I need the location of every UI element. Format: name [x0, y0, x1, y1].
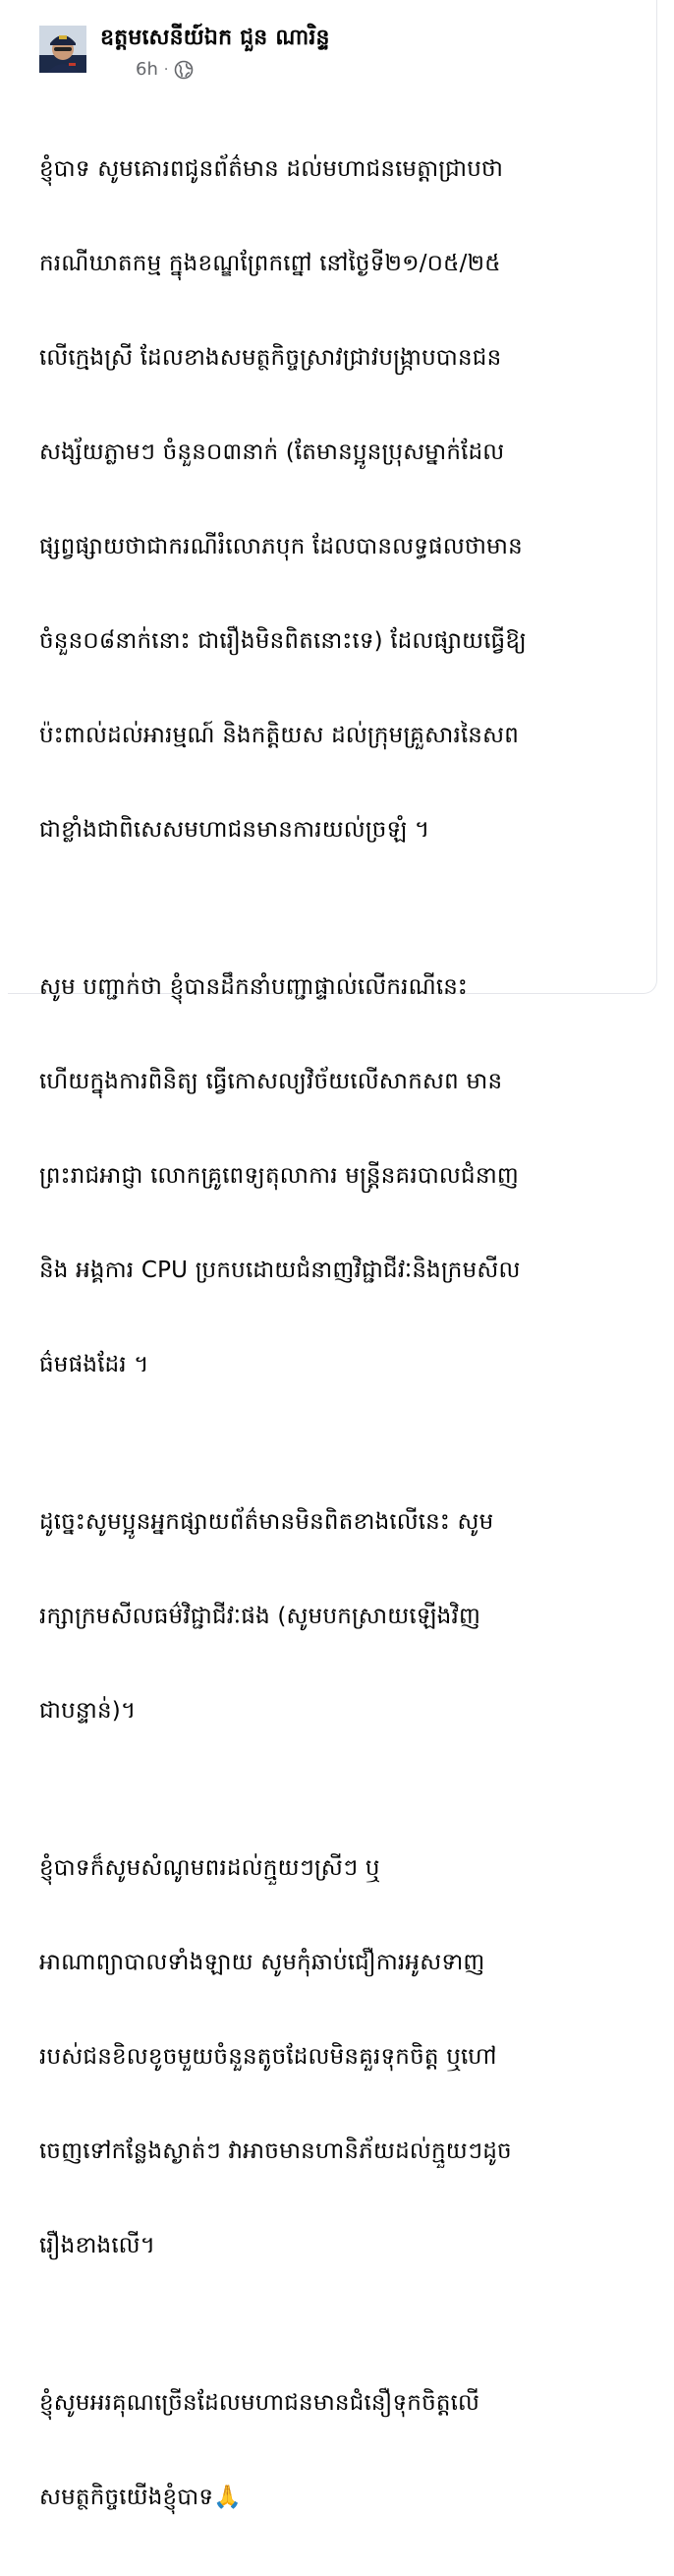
text-line: ហើយក្នុងការពិនិត្យ ធ្វើកោសល្យវិច័យលើសាកសព មាន	[39, 1069, 503, 1094]
text-line: ករណីឃាតកម្ម ក្នុងខណ្ឌព្រែកព្នៅ នៅថ្ងៃទី២១/០៥/២៥	[39, 251, 501, 276]
text-line: ខ្ញុំបាទក៏សូមសំណូមពរដល់ក្មួយៗស្រីៗ ឬ	[39, 1855, 380, 1881]
text-line: សមត្ថកិច្ចយើងខ្ញុំបាទ🙏	[39, 2485, 243, 2510]
text-line: ផ្សព្វផ្សាយថាជាករណីរំលោភបុក ដែលបានលទ្ធផលថាមាន	[39, 534, 523, 559]
meta-separator: ·	[163, 61, 169, 78]
avatar-image	[39, 26, 86, 73]
avatar[interactable]	[39, 26, 86, 73]
paragraph-3	[39, 1443, 648, 1789]
paragraph-4	[39, 1789, 648, 2324]
paragraph-2	[39, 908, 648, 1443]
text-line: ប៉ះពាល់ដល់អារម្មណ៍ និងកត្តិយស ដល់ក្រុមគ្រួសារនៃសព	[39, 723, 519, 748]
text-line: និង អង្គការ CPU ប្រកបដោយជំនាញវិជ្ជាជីវៈនិងក្រមសីល	[39, 1258, 521, 1283]
text-line: ជាបន្ទាន់)។	[39, 1698, 137, 1724]
text-line: ចំនួន០៨នាក់នោះ ជារឿងមិនពិតនោះទេ) ដែលផ្សាយធ្វើឱ្យ	[39, 628, 527, 654]
post-body	[39, 90, 648, 2576]
text-line: ដូច្នេះសូមប្អូនអ្នកផ្សាយព័ត៌មានមិនពិតខាងលើនេះ សូម	[39, 1509, 494, 1535]
text-line: សង្ស័យភ្លាមៗ ចំនួន០៣នាក់ (តែមានប្អូនប្រុសម្នាក់ដែល	[39, 439, 505, 465]
text-line: របស់ជនខិលខូចមួយចំនួនតូចដែលមិនគួរទុកចិត្ត ឬហៅ	[39, 2044, 497, 2070]
paragraph-5	[39, 2324, 648, 2576]
text-line: ជាខ្លាំងជាពិសេសមហាជនមានការយល់ច្រឡំ ។	[39, 817, 430, 843]
paragraph-1	[39, 90, 648, 908]
author-name[interactable]: ឧត្តមសេនីយ៍ឯក ជួន ណារិន្ទ	[100, 26, 330, 50]
text-line: ព្រះរាជអាជ្ញា លោកគ្រូពេទ្យតុលាការ មន្ត្រីនគរបាលជំនាញ	[39, 1163, 520, 1189]
post-card	[8, 0, 657, 2510]
post-meta	[136, 59, 194, 80]
globe-icon[interactable]	[174, 60, 194, 80]
text-line: ចេញទៅកន្លែងស្ងាត់ៗ វាអាចមានហានិភ័យដល់ក្មួយៗដូច	[39, 2138, 512, 2164]
text-line: ខ្ញុំសូមអរគុណច្រើនដែលមហាជនមានជំនឿទុកចិត្តលើ	[39, 2390, 480, 2416]
text-line: អាណាព្យាបាលទាំងឡាយ សូមកុំឆាប់ជឿការអូសទាញ	[39, 1950, 485, 1975]
text-line: លើក្មេងស្រី ដែលខាងសមត្ថកិច្ចស្រាវជ្រាវបង្ក្រាបបានជន	[39, 345, 502, 371]
text-line: ខ្ញុំបាទ សូមគោរពជូនព័ត៌មាន ដល់មហាជនមេត្តាជ្រាបថា	[39, 156, 504, 182]
text-line: សូម បញ្ជាក់ថា ខ្ញុំបានដឹកនាំបញ្ជាផ្ទាល់លើករណីនេះ	[39, 974, 469, 1000]
post-header	[39, 18, 629, 87]
text-line: ធ៌មផងដែរ ។	[39, 1352, 149, 1377]
text-line: រឿងខាងលើ។	[39, 2233, 156, 2258]
text-line: រក្សាក្រមសីលធម៌វិជ្ជាជីវៈផង (សូមបកស្រាយឡើងវិញ	[39, 1604, 481, 1629]
post-time[interactable]: 6h	[136, 59, 158, 80]
